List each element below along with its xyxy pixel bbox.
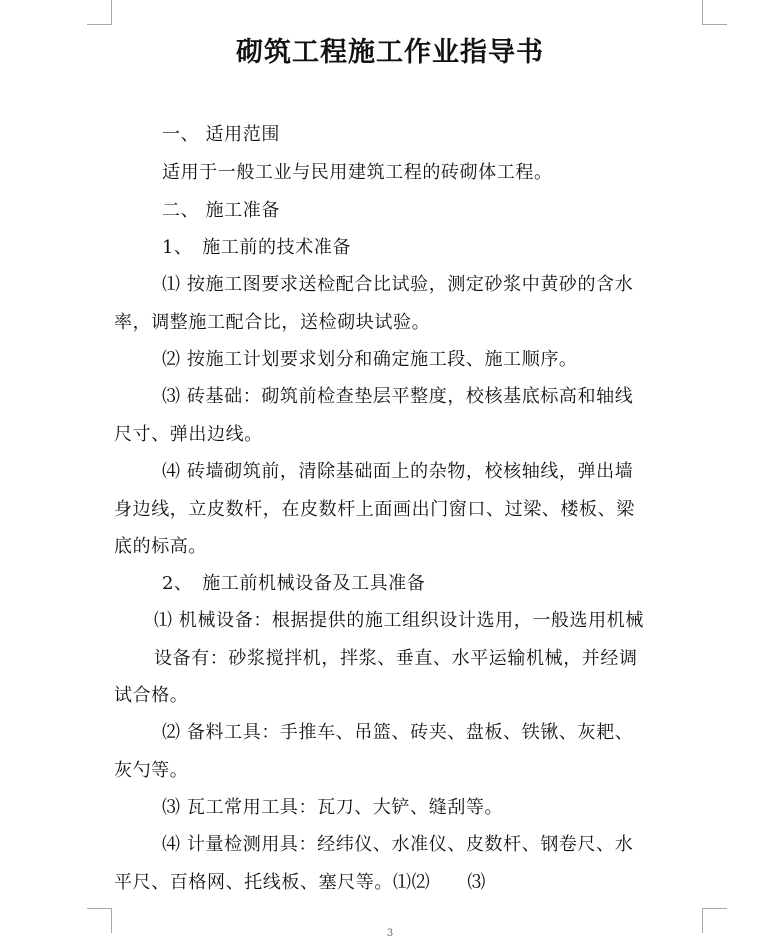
- paragraph-line: 平尺、百格网、托线板、塞尺等。⑴⑵ ⑶: [114, 872, 486, 893]
- subsection-heading-technical: 1、 施工前的技术准备: [162, 237, 352, 258]
- paragraph-line: 身边线，立皮数杆，在皮数杆上面画出门窗口、过梁、楼板、梁: [114, 499, 635, 520]
- paragraph-line: ⑶ 砖基础：砌筑前检查垫层平整度，校核基底标高和轴线: [162, 386, 634, 407]
- paragraph-line: 尺寸、弹出边线。: [114, 424, 263, 445]
- page-number: 3: [386, 928, 394, 939]
- paragraph-line: 率，调整施工配合比，送检砌块试验。: [114, 312, 431, 333]
- section-heading-preparation: 二、 施工准备: [162, 200, 280, 221]
- paragraph-line: 底的标高。: [114, 536, 207, 557]
- crop-mark-top-left: [87, 0, 112, 25]
- paragraph-line: ⑵ 备料工具：手推车、吊篮、砖夹、盘板、铁锹、灰耙、: [162, 722, 634, 743]
- paragraph-line: 设备有：砂浆搅拌机，拌浆、垂直、水平运输机械，并经调: [154, 648, 638, 669]
- section-heading-scope: 一、 适用范围: [162, 124, 280, 145]
- paragraph-line: ⑵ 按施工计划要求划分和确定施工段、施工顺序。: [162, 349, 578, 370]
- subsection-heading-equipment: 2、 施工前机械设备及工具准备: [162, 573, 426, 594]
- paragraph-line: ⑷ 计量检测用具：经纬仪、水准仪、皮数杆、钢卷尺、水: [162, 834, 634, 855]
- document-title: 砌筑工程施工作业指导书: [236, 37, 544, 68]
- paragraph-line: 适用于一般工业与民用建筑工程的砖砌体工程。: [162, 162, 553, 183]
- paragraph-line: ⑴ 机械设备：根据提供的施工组织设计选用，一般选用机械: [154, 610, 644, 631]
- paragraph-line: ⑷ 砖墙砌筑前，清除基础面上的杂物，校核轴线，弹出墙: [162, 461, 634, 482]
- paragraph-line: 灰勺等。: [114, 760, 189, 781]
- crop-mark-top-right: [702, 0, 727, 25]
- paragraph-line: ⑴ 按施工图要求送检配合比试验，测定砂浆中黄砂的含水: [162, 274, 634, 295]
- paragraph-line: ⑶ 瓦工常用工具：瓦刀、大铲、缝刮等。: [162, 797, 504, 818]
- paragraph-line: 试合格。: [114, 685, 189, 706]
